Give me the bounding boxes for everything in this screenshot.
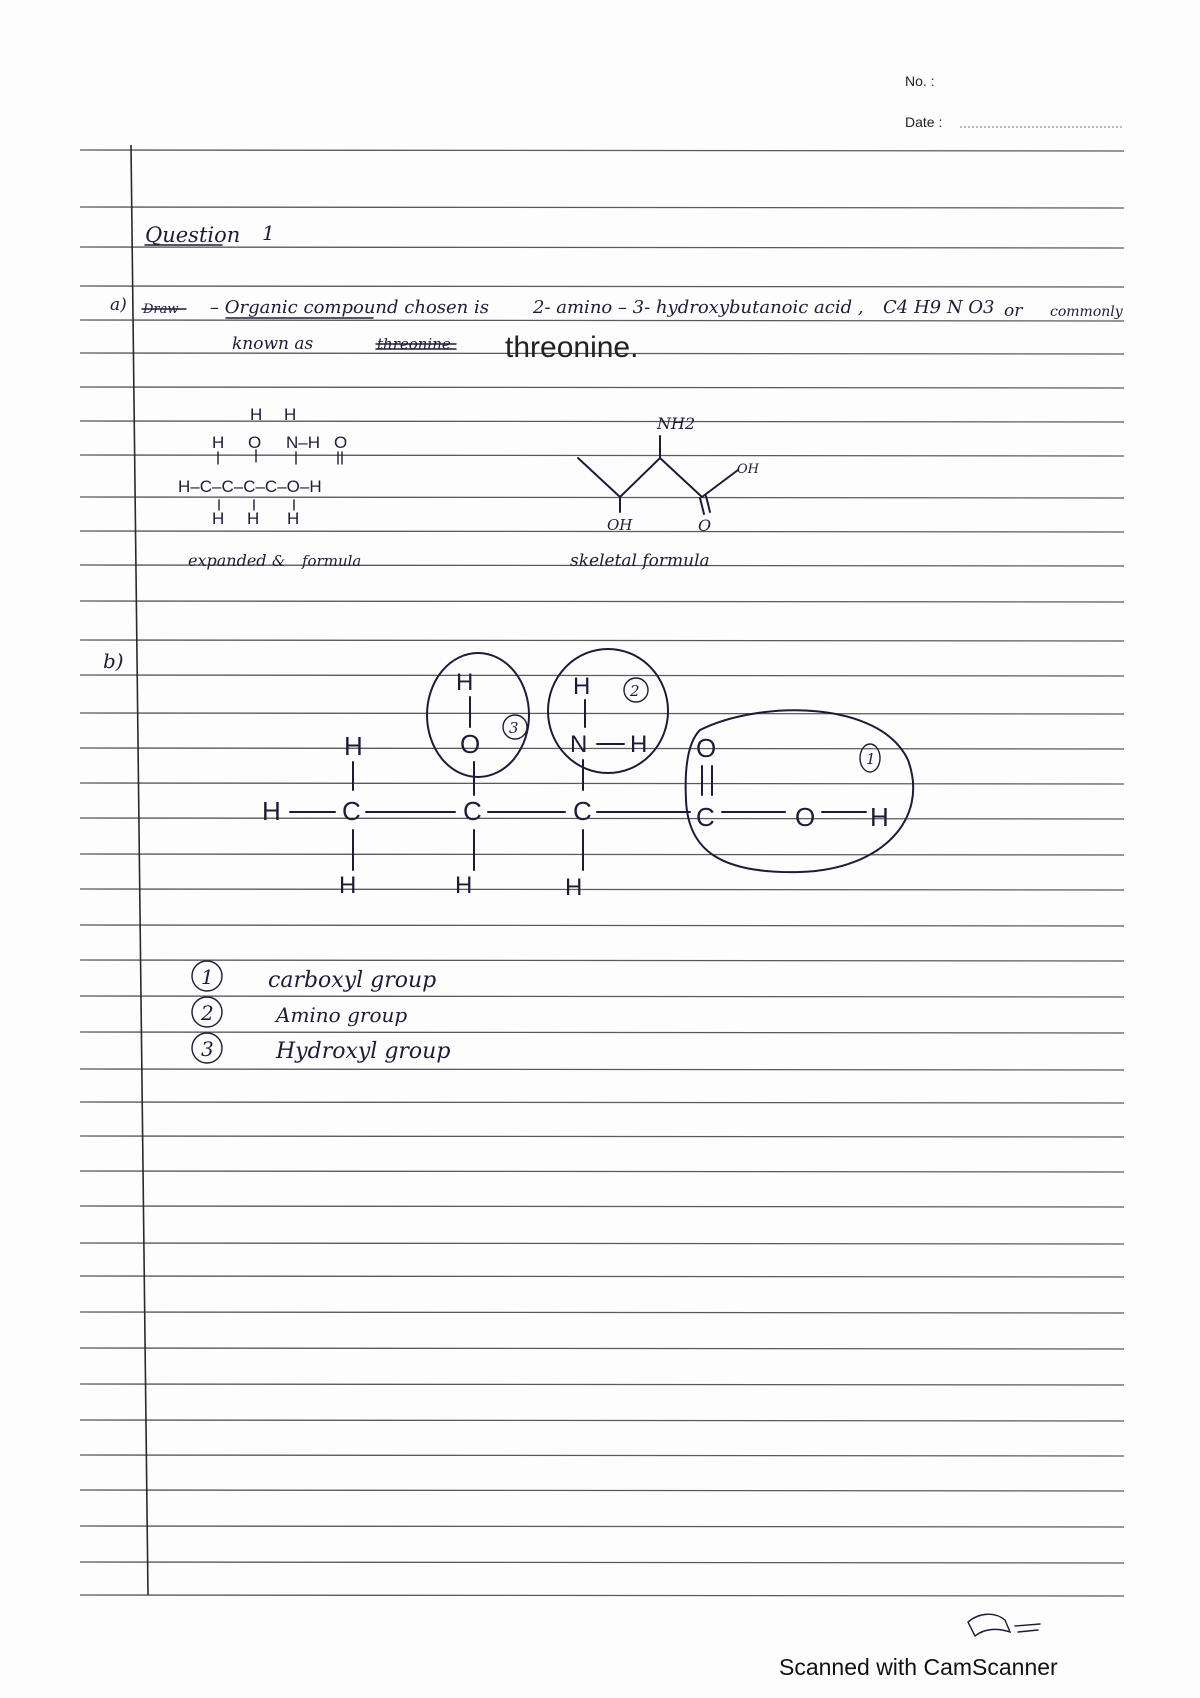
rule-line [80, 713, 1124, 714]
question-number: 1 [262, 221, 275, 245]
legend-text-2: Amino group [276, 1003, 408, 1027]
svg-text:H–C–C–C–C–O–H: H–C–C–C–C–O–H [178, 477, 322, 496]
carboxyl-circle [686, 710, 914, 872]
skeletal-chain [578, 458, 702, 497]
known-as-text: known as [232, 334, 314, 354]
rule-line [80, 421, 1124, 422]
svg-text:H: H [344, 731, 363, 761]
rule-line [80, 1526, 1124, 1527]
formula-word: formula [302, 552, 362, 570]
rule-line [80, 1171, 1124, 1172]
svg-text:C: C [342, 796, 361, 826]
legend-num-1: 1 [201, 965, 214, 989]
skeletal-label: skeletal formula [570, 551, 710, 571]
svg-text:C: C [573, 796, 592, 826]
rule-line [80, 1455, 1124, 1456]
part-a-label: a) [110, 295, 127, 315]
skeletal-nh2: NH2 [657, 414, 696, 433]
rule-line [80, 1420, 1124, 1421]
skeletal-formula [578, 436, 738, 514]
struck-name: threonine [377, 335, 451, 353]
rule-line [80, 1032, 1124, 1033]
rule-line [80, 601, 1124, 602]
svg-text:O: O [248, 433, 262, 452]
svg-text:H: H [573, 673, 591, 700]
legend-text-3: Hydroxyl group [276, 1039, 451, 1064]
rule-line [80, 996, 1124, 997]
rule-line [80, 320, 1124, 321]
rule-line [80, 150, 1124, 151]
rule-line [80, 1243, 1124, 1244]
ampersand-struck: & [272, 552, 286, 570]
rule-line [80, 925, 1124, 926]
rule-line [80, 1206, 1124, 1207]
rule-line [80, 247, 1124, 248]
skeletal-o: O [698, 516, 712, 535]
question-title: Question [145, 223, 241, 247]
intro-text: – Organic compound chosen is [210, 297, 489, 318]
compound-name: 2- amino – 3- hydroxybutanoic acid , [533, 297, 864, 318]
svg-text:H: H [339, 872, 357, 899]
rule-line [80, 818, 1124, 819]
rule-line [80, 531, 1124, 532]
no-label: No. : [905, 73, 935, 89]
rule-line [80, 1595, 1124, 1596]
rule-line [80, 675, 1124, 676]
expanded-label: expanded [188, 551, 267, 570]
rule-line [80, 1348, 1124, 1349]
tag-2: 2 [630, 682, 640, 700]
rule-line [80, 1069, 1124, 1070]
rule-line [80, 783, 1124, 784]
svg-text:H: H [287, 509, 300, 528]
ruled-lines [80, 150, 1124, 1596]
svg-text:N: N [570, 731, 588, 758]
rule-line [80, 640, 1124, 641]
legend-text-1: carboxyl group [268, 968, 437, 993]
rule-line [80, 1136, 1124, 1137]
svg-text:C: C [696, 802, 715, 832]
legend-num-2: 2 [201, 1001, 214, 1025]
svg-text:O: O [460, 729, 481, 759]
rule-line [80, 889, 1124, 890]
commonly-text: commonly [1050, 304, 1123, 320]
rule-line [80, 960, 1124, 961]
rule-line [80, 1562, 1124, 1563]
camscanner-logo-icon [968, 1614, 1040, 1636]
common-name: threonine. [505, 331, 639, 364]
svg-text:H: H [247, 509, 260, 528]
rule-line [80, 1384, 1124, 1385]
expanded-formula [178, 405, 347, 528]
svg-text:H: H [456, 669, 474, 696]
skeletal-oh-top: OH [737, 462, 759, 477]
rule-line [80, 286, 1124, 287]
rule-line [80, 1490, 1124, 1491]
molecular-formula: C4 H9 N O3 [883, 297, 995, 318]
struck-word-draw: Draw [143, 302, 179, 317]
svg-text:H: H [250, 405, 263, 424]
svg-text:C: C [463, 796, 482, 826]
legend-num-3: 3 [201, 1037, 214, 1061]
rule-line [80, 455, 1124, 456]
margin-line [131, 145, 148, 1595]
svg-text:H: H [284, 405, 297, 424]
svg-text:H: H [455, 872, 473, 899]
tag-3: 3 [509, 719, 519, 737]
svg-text:N–H: N–H [286, 433, 321, 452]
rule-line [80, 1102, 1124, 1103]
svg-text:O: O [334, 433, 348, 452]
rule-line [80, 854, 1124, 855]
svg-text:H: H [630, 731, 648, 758]
date-label: Date : [905, 114, 943, 130]
svg-text:H: H [262, 796, 281, 826]
svg-text:H: H [212, 509, 225, 528]
rule-line [80, 387, 1124, 388]
rule-line [80, 1312, 1124, 1313]
structural-diagram [262, 649, 913, 901]
amino-circle [548, 649, 668, 773]
rule-line [80, 207, 1124, 208]
tag-1: 1 [866, 750, 876, 768]
svg-text:O: O [696, 733, 717, 763]
svg-text:O: O [795, 802, 816, 832]
skeletal-oh-bottom: OH [607, 516, 633, 534]
part-b-label: b) [103, 649, 124, 673]
rule-line [80, 748, 1124, 749]
camscanner-footer: Scanned with CamScanner [779, 1654, 1058, 1680]
svg-text:H: H [870, 802, 889, 832]
svg-text:H: H [212, 433, 225, 452]
svg-text:H: H [565, 874, 583, 901]
or-text: or [1004, 301, 1023, 321]
rule-line [80, 1276, 1124, 1277]
rule-line [80, 497, 1124, 498]
